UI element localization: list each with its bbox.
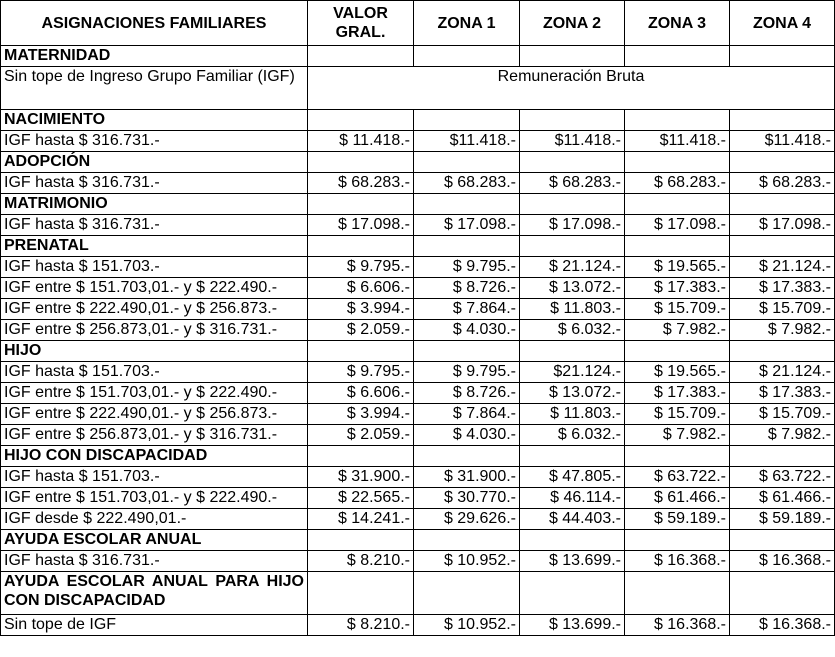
value-cell: $ 6.032.- [520,425,625,446]
value-cell: $ 4.030.- [414,320,520,341]
table-row [1,383,835,404]
empty-cell [730,46,835,67]
empty-cell [308,446,414,467]
value-cell: $ 22.565.- [308,488,414,509]
section-label: HIJO CON DISCAPACIDAD [1,446,308,467]
empty-cell [520,236,625,257]
row-label: IGF hasta $ 316.731.- [1,131,308,152]
value-cell: $ 11.803.- [520,299,625,320]
row-label: IGF desde $ 222.490,01.- [1,509,308,530]
empty-cell [414,46,520,67]
value-cell: $ 59.189.- [730,509,835,530]
value-cell: $ 61.466.- [625,488,730,509]
value-cell: $ 6.606.- [308,383,414,404]
section-label: NACIMIENTO [1,110,308,131]
value-cell: $ 21.124.- [520,257,625,278]
section-label: HIJO [1,341,308,362]
value-cell: $ 10.952.- [414,551,520,572]
row-label: IGF hasta $ 151.703.- [1,257,308,278]
value-cell: $11.418.- [730,131,835,152]
section-label: ADOPCIÓN [1,152,308,173]
value-cell: $ 19.565.- [625,257,730,278]
empty-cell [520,530,625,551]
value-cell: $ 63.722.- [625,467,730,488]
empty-cell [520,194,625,215]
header-zona-1: ZONA 1 [414,1,520,46]
value-cell: $11.418.- [414,131,520,152]
empty-cell [414,446,520,467]
value-cell: $ 14.241.- [308,509,414,530]
section-label: AYUDA ESCOLAR ANUAL PARA HIJO CON DISCAPACIDAD [1,572,308,615]
table-row [1,404,835,425]
empty-cell [520,110,625,131]
header-valor-gral-text: VALOR GRAL. [333,5,388,41]
value-cell: $ 8.210.- [308,615,414,636]
span-row [1,67,835,110]
value-cell: $ 7.864.- [414,404,520,425]
empty-cell [520,46,625,67]
value-cell: $ 31.900.- [414,467,520,488]
value-cell: $11.418.- [625,131,730,152]
section-row [1,152,835,173]
value-cell: $ 16.368.- [625,551,730,572]
section-row [1,446,835,467]
value-cell: $ 8.726.- [414,383,520,404]
row-label: Sin tope de IGF [1,615,308,636]
value-cell: $ 17.383.- [625,278,730,299]
value-cell: $ 7.982.- [730,320,835,341]
value-cell: $ 7.982.- [730,425,835,446]
value-cell: $ 63.722.- [730,467,835,488]
value-cell: $ 6.032.- [520,320,625,341]
empty-cell [625,530,730,551]
row-label: IGF hasta $ 151.703.- [1,362,308,383]
row-label: IGF hasta $ 316.731.- [1,215,308,236]
value-cell: $ 13.699.- [520,615,625,636]
value-cell: $ 15.709.- [730,404,835,425]
value-cell: $11.418.- [520,131,625,152]
section-row [1,236,835,257]
table-row [1,320,835,341]
value-cell: $ 31.900.- [308,467,414,488]
table-row [1,278,835,299]
empty-cell [730,110,835,131]
table-row [1,488,835,509]
table-row [1,615,835,636]
section-label: MATERNIDAD [1,46,308,67]
value-cell: $ 19.565.- [625,362,730,383]
value-cell: $ 9.795.- [308,257,414,278]
empty-cell [414,341,520,362]
value-cell: $ 47.805.- [520,467,625,488]
header-zona-3: ZONA 3 [625,1,730,46]
table-row [1,173,835,194]
table-row [1,215,835,236]
value-cell: $ 15.709.- [625,404,730,425]
empty-cell [730,194,835,215]
table-row [1,551,835,572]
value-cell: $ 44.403.- [520,509,625,530]
value-cell: $ 68.283.- [520,173,625,194]
empty-cell [308,572,414,615]
empty-cell [308,341,414,362]
header-row [1,1,835,46]
value-cell: $ 17.098.- [308,215,414,236]
empty-cell [414,236,520,257]
value-cell: $ 29.626.- [414,509,520,530]
row-label: IGF entre $ 256.873,01.- y $ 316.731.- [1,425,308,446]
row-label: IGF entre $ 151.703,01.- y $ 222.490.- [1,278,308,299]
value-cell: $ 30.770.- [414,488,520,509]
empty-cell [308,152,414,173]
value-cell: $ 17.098.- [730,215,835,236]
section-row [1,341,835,362]
value-cell: $ 13.072.- [520,383,625,404]
value-cell: $ 17.383.- [730,383,835,404]
value-cell: $ 59.189.- [625,509,730,530]
empty-cell [730,341,835,362]
empty-cell [625,194,730,215]
empty-cell [414,110,520,131]
empty-cell [625,572,730,615]
section-row [1,110,835,131]
empty-cell [730,572,835,615]
value-cell: $ 7.982.- [625,320,730,341]
value-cell: $ 16.368.- [730,615,835,636]
section-row [1,194,835,215]
value-cell: $ 8.726.- [414,278,520,299]
empty-cell [308,530,414,551]
value-cell: $ 9.795.- [308,362,414,383]
section-label: PRENATAL [1,236,308,257]
table-row [1,509,835,530]
table-row [1,257,835,278]
value-cell: $ 68.283.- [730,173,835,194]
section-row [1,530,835,551]
value-cell: $ 11.418.- [308,131,414,152]
empty-cell [414,152,520,173]
empty-cell [625,152,730,173]
empty-cell [520,572,625,615]
section-label: MATRIMONIO [1,194,308,215]
table-body [1,46,835,636]
value-cell: $ 7.864.- [414,299,520,320]
empty-cell [625,46,730,67]
value-cell: $ 4.030.- [414,425,520,446]
value-cell: $ 16.368.- [625,615,730,636]
value-cell: $ 17.098.- [625,215,730,236]
table-row [1,425,835,446]
value-cell: $ 9.795.- [414,362,520,383]
header-valor-gral [308,1,414,46]
value-cell: $21.124.- [520,362,625,383]
value-cell: $ 6.606.- [308,278,414,299]
value-cell: $ 2.059.- [308,320,414,341]
value-cell: $ 2.059.- [308,425,414,446]
row-label: IGF entre $ 222.490,01.- y $ 256.873.- [1,404,308,425]
empty-cell [308,194,414,215]
value-cell: $ 46.114.- [520,488,625,509]
table-row [1,299,835,320]
row-label: IGF entre $ 256.873,01.- y $ 316.731.- [1,320,308,341]
table-row [1,362,835,383]
value-cell: $ 3.994.- [308,404,414,425]
row-label: IGF hasta $ 316.731.- [1,551,308,572]
empty-cell [730,236,835,257]
value-cell: $ 68.283.- [414,173,520,194]
value-cell: $ 13.072.- [520,278,625,299]
empty-cell [308,110,414,131]
value-cell: $ 68.283.- [625,173,730,194]
value-cell: $ 68.283.- [308,173,414,194]
row-label: IGF entre $ 151.703,01.- y $ 222.490.- [1,383,308,404]
value-cell: $ 15.709.- [730,299,835,320]
empty-cell [520,446,625,467]
empty-cell [625,446,730,467]
value-cell: $ 17.098.- [414,215,520,236]
value-cell: $ 13.699.- [520,551,625,572]
header-asignaciones: ASIGNACIONES FAMILIARES [1,1,308,46]
empty-cell [520,152,625,173]
value-cell: $ 9.795.- [414,257,520,278]
value-cell: $ 15.709.- [625,299,730,320]
value-cell: $ 3.994.- [308,299,414,320]
empty-cell [730,530,835,551]
value-cell: $ 17.383.- [730,278,835,299]
empty-cell [520,341,625,362]
value-cell: $ 11.803.- [520,404,625,425]
empty-cell [308,46,414,67]
section-row [1,46,835,67]
row-label: Sin tope de Ingreso Grupo Familiar (IGF) [1,67,308,110]
section-label: AYUDA ESCOLAR ANUAL [1,530,308,551]
row-label: IGF hasta $ 151.703.- [1,467,308,488]
empty-cell [414,572,520,615]
table-row [1,467,835,488]
header-zona-4: ZONA 4 [730,1,835,46]
row-label: IGF entre $ 222.490,01.- y $ 256.873.- [1,299,308,320]
remuneracion-bruta-cell: Remuneración Bruta [308,67,835,110]
table-row [1,131,835,152]
value-cell: $ 21.124.- [730,362,835,383]
value-cell: $ 61.466.- [730,488,835,509]
empty-cell [730,152,835,173]
row-label: IGF hasta $ 316.731.- [1,173,308,194]
value-cell: $ 10.952.- [414,615,520,636]
value-cell: $ 7.982.- [625,425,730,446]
value-cell: $ 8.210.- [308,551,414,572]
value-cell: $ 17.098.- [520,215,625,236]
value-cell: $ 21.124.- [730,257,835,278]
row-label: IGF entre $ 151.703,01.- y $ 222.490.- [1,488,308,509]
value-cell: $ 17.383.- [625,383,730,404]
header-zona-2: ZONA 2 [520,1,625,46]
empty-cell [308,236,414,257]
empty-cell [414,530,520,551]
empty-cell [414,194,520,215]
empty-cell [625,341,730,362]
empty-cell [730,446,835,467]
empty-cell [625,236,730,257]
value-cell: $ 16.368.- [730,551,835,572]
empty-cell [625,110,730,131]
section-row [1,572,835,615]
